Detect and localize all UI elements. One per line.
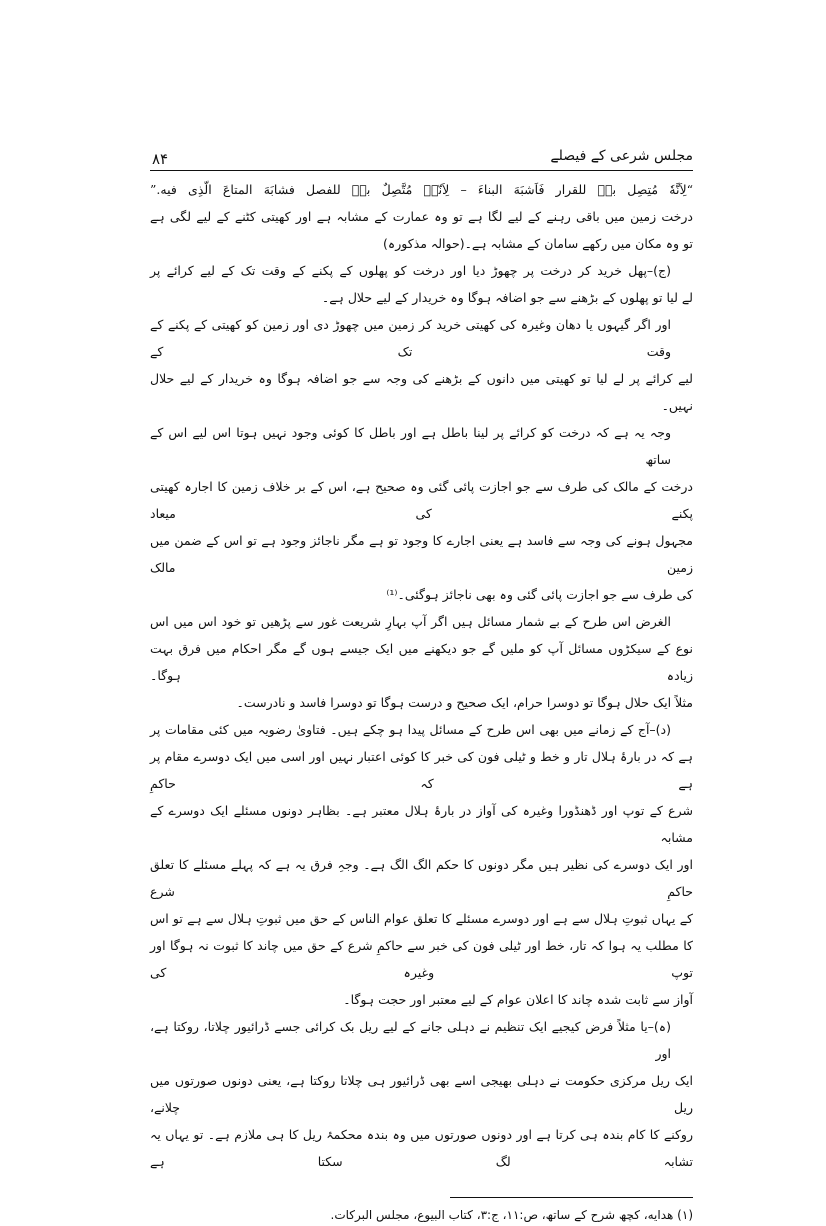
running-header: [150, 148, 693, 171]
text-line: (ج)–پھل خرید کر درخت پر چھوڑ دیا اور درخت کو پھلوں کے پکنے کے وقت تک کے لیے کرائے پر: [150, 263, 671, 278]
running-title: مجلس شرعی کے فیصلے: [550, 148, 693, 164]
page-number: ۸۴: [152, 150, 169, 168]
text-line: آواز سے ثابت شدہ چاند کا اعلان عوام کے لیے معتبر اور حجت ہوگا۔: [343, 992, 693, 1007]
body-text: [150, 176, 693, 1226]
text-line: ہے کہ در بارۂ ہلال تار و خط و ٹیلی فون کی خبر کا کوئی اعتبار نہیں اور اسی میں ایک دوسرے مقام پر ہے کہ حاکمِ: [150, 749, 693, 791]
text-line: اور اگر گیہوں یا دھان وغیرہ کی کھیتی خرید کر زمین میں چھوڑ دی اور زمین کو کھیتی کے پکنے کے وقت تک کے: [150, 317, 671, 359]
text-line: “لِاَنَّهٗ مُتِصِل بهٖ للقرار فَاَشبَهَ البناءَ – لِاَنّہٗ مُتَّصِلٌ بهٖ للفصل فشابَهَ المتاعَ الّذِی فیه.”: [150, 182, 693, 197]
footnote-divider: [450, 1197, 693, 1198]
text-line: ایک ریل مرکزی حکومت نے دہلی بھیجی اسے بھی ڈرائیور ہی چلاتا روکتا ہے، یعنی دونوں صورتوں میں ریل چلانے،: [150, 1073, 693, 1115]
text-line: (ہ)–یا مثلاً فرض کیجیے ایک تنظیم نے دہلی جانے کے لیے ریل بک کرائی جسے ڈرائیور چلاتا، روکتا ہے، اور: [150, 1019, 671, 1061]
text-line: وجہ یہ ہے کہ درخت کو کرائے پر لینا باطل ہے اور باطل کا کوئی وجود نہیں ہوتا اس لیے اس کے ساتھ: [150, 425, 671, 467]
text-line: نوع کے سیکڑوں مسائل آپ کو ملیں گے جو دیکھنے میں ایک جیسے ہوں گے مگر احکام میں فرق بہت زیادہ ہوگا۔: [150, 641, 693, 683]
text-lines: [150, 176, 693, 1175]
text-line: مثلاً ایک حلال ہوگا تو دوسرا حرام، ایک صحیح و درست ہوگا تو دوسرا فاسد و نادرست۔: [236, 695, 693, 710]
text-line: مجہول ہونے کی وجہ سے فاسد ہے یعنی اجارے کا وجود تو ہے مگر ناجائز وجود ہے تو اس کے ضمن میں زمین مالک: [150, 533, 693, 575]
text-line: تو وہ مکان میں رکھے سامان کے مشابہ ہے۔(حوالہ مذکورہ): [383, 236, 693, 251]
text-line: لے لیا تو پھلوں کے بڑھنے سے جو اضافہ ہوگا وہ خریدار کے لیے حلال ہے۔: [321, 290, 693, 305]
text-line: کے یہاں ثبوتِ ہلال سے ہے اور دوسرے مسئلے کا تعلق عوام الناس کے حق میں ثبوتِ ہلال سے ہے تو اس: [150, 911, 693, 926]
footnote: (۱) هدايه، کچھ شرح کے ساتھ، ص:۱۱، ج:۳، کتاب البيوع، مجلس البرکات.: [330, 1208, 693, 1222]
text-line: الغرض اس طرح کے بے شمار مسائل ہیں اگر آپ بہارِ شریعت غور سے پڑھیں تو خود اس میں اس: [150, 614, 671, 629]
text-line: اور ایک دوسرے کی نظیر ہیں مگر دونوں کا حکم الگ الگ ہے۔ وجہِ فرق یہ ہے کہ پہلے مسئلے کا تعلق حاکمِ شرع: [150, 857, 693, 899]
text-line: شرع کے توپ اور ڈھنڈورا وغیرہ کی آواز در بارۂ ہلال معتبر ہے۔ بظاہر دونوں مسئلے ایک دوسرے کے مشابہ: [150, 803, 693, 845]
text-line: روکنے کا کام بندہ ہی کرتا ہے اور دونوں صورتوں میں وہ بندہ محکمۂ ریل کا ہی ملازم ہے۔ تو یہاں یہ تشابہ لگ سکتا ہے: [150, 1127, 693, 1169]
text-line: درخت کے مالک کی طرف سے جو اجازت پائی گئی وہ صحیح ہے، اس کے بر خلاف زمین کا اجارہ کھیتی پکنے کی میعاد: [150, 479, 693, 521]
text-line: درخت زمین میں باقی رہنے کے لیے لگا ہے تو وہ عمارت کے مشابہ ہے اور کھیتی کٹنے کے لیے لگی ہے: [150, 209, 693, 224]
text-line: کا مطلب یہ ہوا کہ تار، خط اور ٹیلی فون کی خبر سے حاکمِ شرع کے حق میں چاند کا ثبوت نہ ہوگا اور توپ وغیرہ کی: [150, 938, 693, 980]
text-line: (د)–آج کے زمانے میں بھی اس طرح کے مسائل پیدا ہو چکے ہیں۔ فتاویٰ رضویہ میں کئی مقامات پر: [150, 722, 671, 737]
text-line: کی طرف سے جو اجازت پائی گئی وہ بھی ناجائز ہوگئی۔⁽¹⁾: [386, 587, 693, 602]
text-line: لیے کرائے پر لے لیا تو کھیتی میں دانوں کے بڑھنے کی وجہ سے جو اضافہ ہوگا وہ خریدار کے لیے حلال نہیں۔: [150, 371, 693, 413]
